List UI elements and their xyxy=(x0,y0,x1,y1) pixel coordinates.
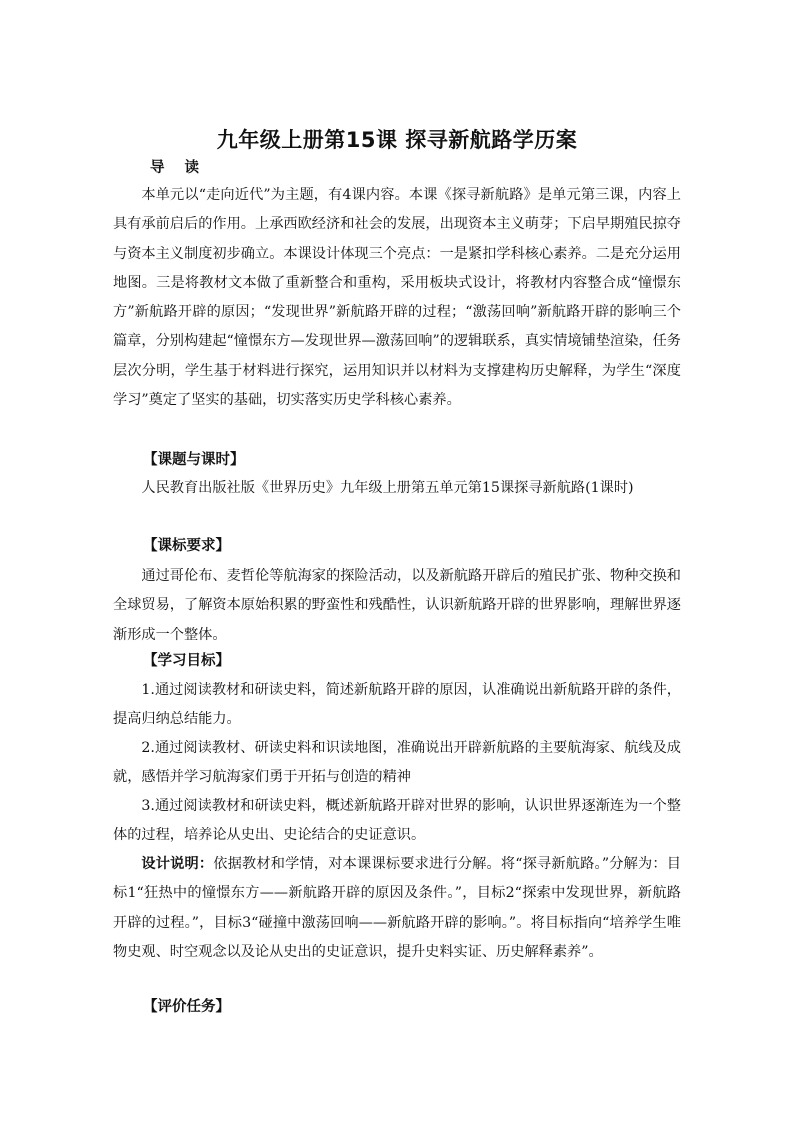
design-note xyxy=(113,850,681,967)
document-title: 九年级上册第15课 探寻新航路学历案 xyxy=(216,128,578,152)
section-heading-standard: 【课标要求】 xyxy=(143,538,230,554)
objective-item-3: 3.通过阅读教材和研读史料，概述新航路开辟对世界的影响，认识世界逐渐连为一个整体的过程，培养论从史出、史论结合的史证意识。 xyxy=(113,798,681,844)
section-heading-tasks: 【评价任务】 xyxy=(143,999,230,1015)
lesson-text: 人民教育出版社版《世界历史》九年级上册第五单元第15课探寻新航路(1课时) xyxy=(141,480,634,496)
objective-item-2: 2.通过阅读教材、研读史料和识读地图，准确说出开辟新航路的主要航海家、航线及成就，感悟并学习航海家们勇于开拓与创造的精神 xyxy=(113,740,681,786)
design-note-label: 设计说明： xyxy=(141,856,214,872)
design-note-text: 依据教材和学情，对本课课标要求进行分解。将“探寻新航路。”分解为：目标1“狂热中的憧憬东方——新航路开辟的原因及条件。”，目标2“探索中发现世界，新航路开辟的过程。”，目标3“碰撞中激荡回响——新航路开辟的影响。”。将目标指向“培养学生唯物史观、时空观念以及论从史出的史证意识，提升史料实证、历史解释素养”。 xyxy=(113,856,681,960)
objective-item-1: 1.通过阅读教材和研读史料，简述新航路开辟的原因，认准确说出新航路开辟的条件，提高归纳总结能力。 xyxy=(113,682,681,728)
standard-text: 通过哥伦布、麦哲伦等航海家的探险活动，以及新航路开辟后的殖民扩张、物种交换和全球贸易，了解资本原始积累的野蛮性和残酷性，认识新航路开辟的世界影响，理解世界逐渐形成一个整体。 xyxy=(113,568,681,643)
section-heading-lesson: 【课题与课时】 xyxy=(143,452,245,468)
section-heading-objectives: 【学习目标】 xyxy=(143,653,230,669)
intro-paragraph: 本单元以“走向近代”为主题，有4课内容。本课《探寻新航路》是单元第三课，内容上具有承前启后的作用。上承西欧经济和社会的发展，出现资本主义萌芽；下启早期殖民掠夺与资本主义制度初步确立。本课设计体现三个亮点：一是紧扣学科核心素养。二是充分运用地图。三是将教材文本做了重新整合和重构，采用板块式设计，将教材内容整合成“憧憬东方”新航路开辟的原因；“发现世界”新航路开辟的过程；“激荡回响”新航路开辟的影响三个篇章，分别构建起“憧憬东方—发现世界—激荡回响”的逻辑联系，真实情境铺垫渲染，任务层次分明，学生基于材料进行探究，运用知识并以材料为支撑建构历史解释，为学生“深度学习”奠定了坚实的基础，切实落实历史学科核心素养。 xyxy=(113,187,681,409)
intro-heading: 导读 xyxy=(150,160,219,176)
